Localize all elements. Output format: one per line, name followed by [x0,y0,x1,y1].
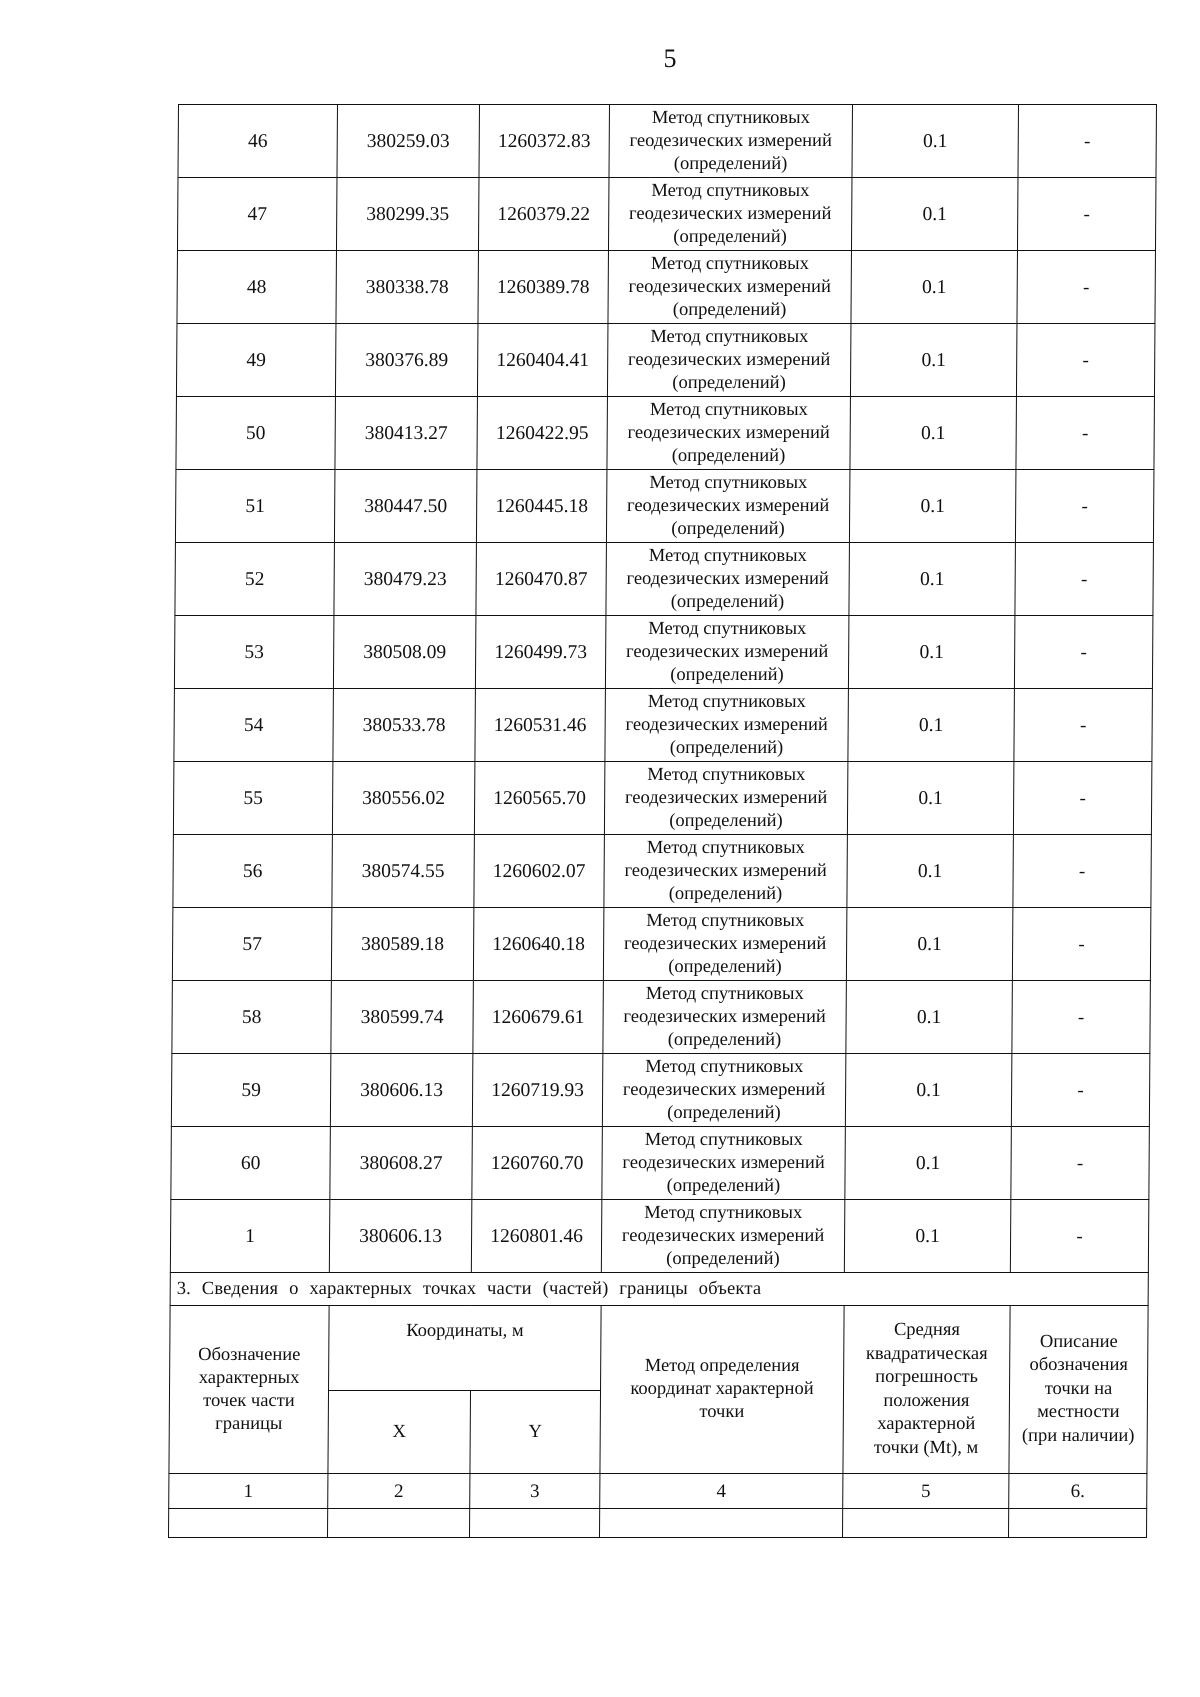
y-coordinate-cell: 1260499.73 [475,616,606,689]
y-coordinate-cell: 1260602.07 [474,835,605,908]
description-cell: - [1010,1200,1149,1273]
mean-error-cell: 0.1 [844,1200,1011,1273]
empty-cell [168,1509,327,1538]
column-number: 1 [169,1474,328,1509]
point-cell: 48 [177,251,337,324]
point-cell: 58 [172,981,332,1054]
text-line: (определений) [666,1248,780,1269]
empty-row [168,1509,1146,1538]
y-coordinate-cell: 1260372.83 [479,105,610,178]
text-line: Метод спутниковых [647,691,806,712]
section-3-header-row [170,1306,1149,1391]
text-line: Метод спутниковых [647,764,806,785]
text-line: Метод спутниковых [645,1056,804,1077]
table-row [178,105,1157,178]
mean-error-cell: 0.1 [850,324,1017,397]
x-coordinate-cell: 380606.13 [330,1054,473,1127]
table-row [176,324,1155,397]
header-designation [169,1306,329,1474]
x-coordinate-cell: 380338.78 [336,251,479,324]
empty-cell [599,1509,842,1538]
mean-error-cell: 0.1 [849,543,1016,616]
text-line: погрешность [875,1367,979,1387]
x-coordinate-cell: 380299.35 [336,178,479,251]
page-number: 5 [663,44,677,73]
x-coordinate-cell: 380556.02 [332,762,475,835]
boundary-points-table [168,104,1157,1538]
x-coordinate-cell: 380533.78 [333,689,476,762]
method-cell [607,397,851,470]
text-line: Метод спутниковых [644,1202,803,1223]
mean-error-cell: 0.1 [845,1054,1012,1127]
method-cell [603,908,847,981]
mean-error-cell: 0.1 [847,762,1014,835]
point-cell: 52 [175,543,335,616]
empty-cell [327,1509,469,1538]
x-coordinate-cell: 380259.03 [337,105,480,178]
x-coordinate-cell: 380606.13 [329,1200,472,1273]
document-body [168,104,1157,1538]
text-line: характерных [198,1367,300,1388]
text-line: геодезических измерений [624,787,828,808]
text-line: координат характерной [630,1379,814,1399]
empty-cell [1008,1509,1146,1538]
x-coordinate-cell: 380599.74 [331,981,474,1054]
point-cell: 53 [174,616,334,689]
text-line: Метод спутниковых [650,253,809,274]
description-cell: - [1015,470,1154,543]
text-line: геодезических измерений [621,1225,825,1246]
table-row [171,1127,1150,1200]
column-number: 5 [843,1474,1009,1509]
text-line: Средняя [893,1320,960,1340]
table-row [174,689,1153,762]
text-line: геодезических измерений [625,641,829,662]
header-mean-error [843,1306,1010,1474]
y-coordinate-cell: 1260422.95 [477,397,608,470]
text-line: (определений) [668,883,783,904]
description-cell: - [1013,835,1152,908]
point-cell: 54 [174,689,334,762]
table-row [172,908,1151,981]
x-coordinate-cell: 380608.27 [330,1127,473,1200]
description-cell: - [1018,105,1157,178]
description-cell: - [1011,1054,1150,1127]
text-line: характерной [877,1414,976,1434]
description-cell: - [1017,251,1156,324]
method-cell [604,762,848,835]
text-line: Метод спутниковых [646,910,805,931]
text-line: (определений) [668,956,782,977]
method-cell [605,689,849,762]
y-coordinate-cell: 1260404.41 [477,324,608,397]
x-coordinate-cell: 380508.09 [333,616,476,689]
column-number: 6. [1009,1474,1147,1509]
text-line: (определений) [672,372,786,393]
description-cell: - [1017,178,1156,251]
mean-error-cell: 0.1 [848,616,1015,689]
table-row [172,981,1151,1054]
method-cell [607,324,851,397]
description-cell: - [1016,397,1155,470]
table-row [170,1200,1149,1273]
point-cell: 47 [177,178,337,251]
header-description [1009,1306,1148,1474]
x-coordinate-cell: 380447.50 [334,470,477,543]
mean-error-cell: 0.1 [846,981,1013,1054]
header-x: X [328,1391,471,1474]
text-line: геодезических измерений [629,203,832,224]
section-3-title: 3. Сведения о характерных точках части (частей) границы объекта [170,1273,1148,1306]
text-line: точек части [203,1390,295,1411]
text-line: Метод спутниковых [646,837,805,858]
method-cell [604,835,848,908]
point-cell: 46 [178,105,338,178]
text-line: (определений) [672,299,787,320]
point-cell: 49 [176,324,336,397]
column-number: 2 [328,1474,470,1509]
mean-error-cell: 0.1 [850,397,1017,470]
y-coordinate-cell: 1260445.18 [476,470,607,543]
description-cell: - [1016,324,1155,397]
text-line: точки [699,1402,745,1422]
description-cell: - [1013,762,1152,835]
description-cell: - [1012,981,1151,1054]
y-coordinate-cell: 1260379.22 [478,178,609,251]
description-cell: - [1011,1127,1150,1200]
text-line: (определений) [673,153,788,174]
method-cell [603,981,847,1054]
method-cell [608,178,852,251]
text-line: геодезических измерений [622,1152,825,1173]
text-line: Метод спутниковых [644,1129,803,1150]
text-line: Метод спутниковых [648,545,807,566]
description-cell: - [1014,689,1153,762]
text-line: Метод спутниковых [649,399,808,420]
text-line: точки (Mt), м [873,1437,979,1458]
header-y: Y [470,1391,601,1474]
empty-cell [842,1509,1008,1538]
method-cell [609,105,853,178]
text-line: Метод спутниковых [649,472,808,493]
y-coordinate-cell: 1260531.46 [475,689,606,762]
table-row [175,543,1154,616]
mean-error-cell: 0.1 [847,835,1014,908]
y-coordinate-cell: 1260679.61 [473,981,604,1054]
point-cell: 57 [172,908,332,981]
text-line: (определений) [671,518,785,539]
text-line: Метод спутниковых [651,180,810,201]
text-line: геодезических измерений [629,130,832,151]
column-number-row [169,1474,1147,1509]
table-row [173,835,1152,908]
y-coordinate-cell: 1260760.70 [472,1127,603,1200]
table-row [174,616,1153,689]
point-cell: 60 [171,1127,331,1200]
text-line: геодезических измерений [626,568,829,589]
text-line: (определений) [669,737,784,758]
method-cell [608,251,852,324]
text-line: Метод спутниковых [650,326,809,347]
y-coordinate-cell: 1260565.70 [474,762,605,835]
section-3-title-row [170,1273,1148,1306]
y-coordinate-cell: 1260801.46 [471,1200,602,1273]
text-line: Обозначение [198,1344,301,1365]
mean-error-cell: 0.1 [845,1127,1012,1200]
table-row [177,251,1156,324]
text-line: (определений) [673,226,787,247]
empty-cell [469,1509,599,1538]
mean-error-cell: 0.1 [848,689,1015,762]
mean-error-cell: 0.1 [852,105,1019,178]
text-line: Описание [1039,1331,1118,1352]
text-line: местности [1037,1402,1120,1423]
text-line: (при наличии) [1021,1425,1135,1446]
description-cell: - [1012,908,1151,981]
table-row [177,178,1156,251]
text-line: геодезических измерений [622,1079,826,1100]
table-row [171,1054,1150,1127]
text-line: геодезических измерений [626,495,830,516]
text-line: геодезических измерений [625,714,828,735]
method-cell [606,543,850,616]
text-line: Метод спутниковых [651,107,810,128]
method-cell [606,470,850,543]
description-cell: - [1014,616,1153,689]
table-row [175,470,1154,543]
header-method [600,1306,844,1474]
text-line: геодезических измерений [627,422,830,443]
method-cell [601,1200,845,1273]
text-line: границы [215,1413,283,1434]
table-row [176,397,1155,470]
mean-error-cell: 0.1 [846,908,1013,981]
text-line: обозначения [1029,1355,1128,1376]
text-line: (определений) [667,1029,782,1050]
text-line: геодезических измерений [627,349,831,370]
text-line: (определений) [671,445,786,466]
text-line: Метод спутниковых [645,983,804,1004]
point-cell: 59 [171,1054,331,1127]
text-line: квадратическая [865,1343,988,1364]
text-line: Метод спутниковых [648,618,807,639]
method-cell [602,1127,846,1200]
x-coordinate-cell: 380413.27 [335,397,478,470]
text-line: (определений) [669,810,783,831]
y-coordinate-cell: 1260719.93 [472,1054,603,1127]
table-row [173,762,1152,835]
text-line: геодезических измерений [623,933,827,954]
y-coordinate-cell: 1260389.78 [478,251,609,324]
mean-error-cell: 0.1 [851,251,1018,324]
text-line: (определений) [666,1175,781,1196]
text-line: (определений) [667,1102,781,1123]
text-line: положения [883,1390,970,1411]
mean-error-cell: 0.1 [851,178,1018,251]
text-line: точки на [1044,1378,1113,1399]
x-coordinate-cell: 380479.23 [334,543,477,616]
method-cell [602,1054,846,1127]
text-line: Метод определения [644,1356,800,1376]
x-coordinate-cell: 380574.55 [332,835,475,908]
column-number: 4 [600,1474,843,1509]
text-line: геодезических измерений [623,1006,826,1027]
point-cell: 51 [175,470,335,543]
description-cell: - [1015,543,1154,616]
mean-error-cell: 0.1 [849,470,1016,543]
point-cell: 1 [170,1200,330,1273]
text-line: (определений) [670,664,784,685]
point-cell: 56 [173,835,333,908]
y-coordinate-cell: 1260470.87 [476,543,607,616]
point-cell: 50 [176,397,336,470]
text-line: геодезических измерений [624,860,827,881]
header-coordinates: Координаты, м [329,1306,602,1391]
y-coordinate-cell: 1260640.18 [473,908,604,981]
text-line: геодезических измерений [628,276,831,297]
point-cell: 55 [173,762,333,835]
x-coordinate-cell: 380589.18 [331,908,474,981]
method-cell [605,616,849,689]
column-number: 3 [470,1474,600,1509]
text-line: (определений) [670,591,785,612]
x-coordinate-cell: 380376.89 [335,324,478,397]
